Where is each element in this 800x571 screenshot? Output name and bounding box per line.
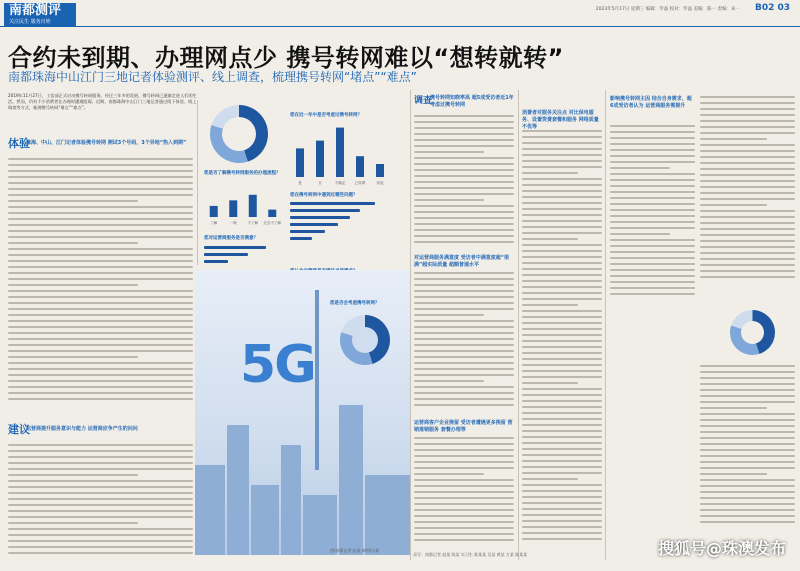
consumer-title: 消费者对服务关注点 对比保电服务、设置资费套餐和服务 网络质量不优等	[522, 110, 599, 130]
headline: 合约未到期、办理网点少 携号转网难以“想转就转”	[8, 44, 564, 72]
watermark-text: 搜狐号@珠澳发布	[657, 539, 786, 558]
suggest-label: 建议	[8, 423, 30, 436]
page-meta: 2023年5月17日 星期三 编辑：罗晶 校对：罗晶 美编：陈一 责编：朱一	[595, 7, 740, 12]
bar-chart-2	[204, 180, 282, 225]
experience-body	[8, 158, 193, 408]
survey-label: 调查	[414, 96, 433, 106]
divider	[410, 90, 411, 560]
bar-0	[210, 206, 218, 217]
bar-chart-1	[290, 125, 390, 185]
page-number: B02 03	[754, 3, 790, 13]
tick-label-4: 其他	[376, 181, 384, 185]
bar-3	[268, 210, 276, 217]
masthead	[0, 0, 800, 26]
chart-3-bars	[290, 202, 390, 262]
tick-label-0: 了解	[210, 221, 218, 225]
masthead-rule	[0, 26, 800, 27]
consumer-body	[522, 130, 602, 545]
suggest-title: 运营商提升服务意识与能力 运营商应争产生的问问	[26, 426, 138, 432]
issue-body	[414, 272, 514, 412]
section-subtitle: 关注民生 服务百姓	[4, 19, 76, 26]
donut-hole-2	[352, 327, 378, 353]
right-title: 影响携号转网主因 结合自身需求、超6成受访者认为 运营商服务需提升	[610, 96, 692, 109]
tick-label-2: 不确定	[334, 181, 346, 185]
operator-title: 运营商客户企业挽留 受访者遭遇更多挽留 营销推销服务 套餐办理等	[414, 420, 513, 433]
right-body-2	[700, 96, 795, 286]
donut-hole-1	[222, 117, 256, 151]
chart-title-3: 您在携号转网中遇到过哪些问题？	[290, 193, 358, 198]
section-tag: 南都测评	[4, 3, 76, 25]
bar-1	[316, 141, 324, 177]
bar-2	[249, 195, 257, 217]
right-body-3	[700, 365, 795, 530]
tick-label-2: 不了解	[247, 221, 258, 225]
bar-2	[336, 128, 344, 177]
bar-0	[296, 148, 304, 177]
survey-body	[414, 115, 514, 250]
tick-label-3: 完全不了解	[263, 221, 281, 225]
issue-title: 对运营商服务满意度 受访者中满意度超“很满”超实际质量 超额普通水平	[414, 255, 510, 268]
subheadline: 南都珠海中山江门三地记者体验测评、线上调查，梳理携号转网“堵点”“难点”	[8, 70, 417, 84]
image-caption: 图/南都记者 赵某 制图/冯某	[330, 548, 380, 553]
chart-title-1: 您在近一年中是否考虑过携号转网？	[290, 113, 362, 118]
operator-body	[414, 437, 514, 547]
experience-title: 珠海、中山、江门记者体验携号转网 测试3个号码，3个异地“热入到期”	[26, 140, 187, 146]
tick-label-1: 一般	[229, 221, 237, 225]
divider	[197, 100, 198, 265]
footer-credits: 采写：南都记者 赵某 陈某 实习生 陈某某 吴某 黄某 方某 陈某某	[413, 552, 528, 557]
chart-title-6: 您是否会考虑携号转网？	[330, 301, 380, 306]
divider	[518, 90, 519, 560]
lead-paragraph: 2019年11月27日，工信部正式启动携号转网服务。经过三年多的发展，携号转网已逐渐走进人们的生活。然而，仍有不少消费者在办理时遭遇阻碍。近期，南都珠海中山江门三地记者通过线下体验、线上调查等方式，梳理携号转网“堵点”“难点”。	[8, 93, 197, 110]
5g-illustration	[195, 270, 410, 555]
donut-hole-3	[741, 321, 764, 344]
chart-title-4: 您对运营商服务是否满意？	[204, 236, 258, 241]
bar-3	[356, 156, 364, 177]
bar-1	[229, 200, 237, 217]
bar-4	[376, 164, 384, 177]
suggest-body	[8, 444, 193, 559]
survey-title: 携号转网知晓率高 超5成受访者近1年考虑过携号转网	[430, 95, 514, 108]
5g-text: 5G	[240, 335, 315, 395]
chart-title-2: 您是否了解携号转网服务的办理流程？	[204, 171, 281, 176]
tick-label-3: 已转网	[354, 181, 366, 185]
right-body-1	[610, 125, 695, 300]
experience-label: 体验	[8, 137, 30, 150]
tower-icon	[315, 290, 319, 470]
tick-label-1: 否	[318, 181, 322, 185]
tick-label-0: 是	[298, 181, 302, 185]
divider	[605, 90, 606, 560]
